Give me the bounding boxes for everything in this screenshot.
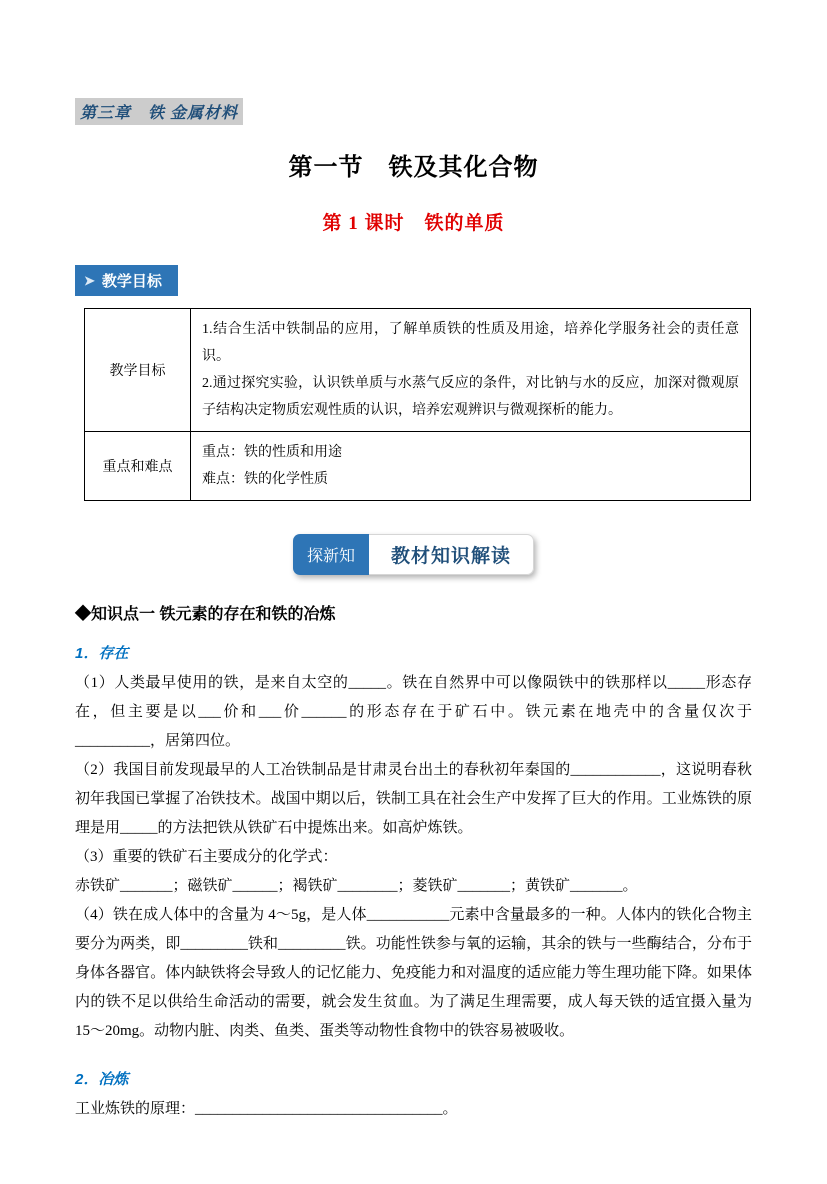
chapter-header — [75, 98, 243, 125]
row-label-key-points: 重点和难点 — [85, 432, 191, 501]
lesson-subtitle: 第 1 课时 铁的单质 — [322, 213, 505, 234]
paragraph-existence-2: （2）我国目前发现最早的人工冶铁制品是甘肃灵台出土的春秋初年秦国的____________，这说明春秋初年我国已掌握了冶铁技术。战国中期以后，铁制工具在社会生产中发挥了巨大的作用。工业炼铁的原理是用_____的方法把铁从铁矿石中提炼出来。如高炉炼铁。 — [75, 762, 752, 836]
row-content-key-points — [191, 432, 751, 501]
subheading-existence: 1．存在 — [75, 645, 129, 662]
smelting-principle-line: 工业炼铁的原理：_________________________________。 — [75, 1101, 458, 1117]
row-content-objectives — [191, 309, 751, 432]
table-row-key-points — [85, 432, 751, 501]
section-badge — [293, 534, 534, 575]
objectives-badge-label: 教学目标 — [101, 273, 162, 290]
paragraph-existence-1: （1）人类最早使用的铁，是来自太空的_____。铁在自然界中可以像陨铁中的铁那样以_____形态存在，但主要是以___价和___价______的形态存在于矿石中。铁元素在地壳中的含量仅次于 __________，居第四位。 — [75, 675, 752, 749]
knowledge-point-1-heading: ◆知识点一 铁元素的存在和铁的冶炼 — [75, 606, 336, 623]
row-label-objectives: 教学目标 — [85, 309, 191, 432]
objectives-table — [84, 308, 751, 501]
chapter-header-text: 第三章 铁 金属材料 — [80, 105, 239, 122]
page-title: 第一节 铁及其化合物 — [288, 154, 539, 181]
objective-line-1: 1.结合生活中铁制品的应用，了解单质铁的性质及用途，培养化学服务社会的责任意识。 — [202, 322, 739, 364]
textbook-interpretation-tag: 教材知识解读 — [369, 534, 534, 575]
subheading-smelting: 2．冶炼 — [75, 1071, 129, 1088]
section-badge-row — [75, 534, 752, 575]
paragraph-iron-in-body: （4）铁在成人体中的含量为 4～5g，是人体___________元素中含量最多的一种。人体内的铁化合物主要分为两类，即_________铁和_________铁。功能性铁参与氧的运输，其余的铁与一些酶结合，分布于身体各器官。体内缺铁将会导致人的记忆能力、免疫能力和对温度的适应能力等生理功能下降。如果体内的铁不足以供给生命活动的需要，就会发生贫血。为了满足生理需要，成人每天铁的适宜摄入量为 15～20mg。动物内脏、肉类、鱼类、蛋类等动物性食物中的铁容易被吸收。 — [75, 907, 752, 1039]
difficult-point-line: 难点：铁的化学性质 — [202, 472, 328, 487]
objective-line-2: 2.通过探究实验，认识铁单质与水蒸气反应的条件，对比钠与水的反应，加深对微观原子结构决定物质宏观性质的认识，培养宏观辨识与微观探析的能力。 — [202, 376, 739, 418]
chevron-icon: ➤ — [84, 273, 95, 288]
teaching-objectives-badge — [75, 265, 178, 296]
key-point-line: 重点：铁的性质和用途 — [202, 445, 342, 460]
explore-tag: 探新知 — [293, 534, 369, 575]
paragraph-ore-formulas-list: 赤铁矿_______；磁铁矿______；褐铁矿________；菱铁矿_______；黄铁矿_______。 — [75, 878, 638, 894]
paragraph-ore-formulas-intro: （3）重要的铁矿石主要成分的化学式： — [75, 849, 338, 865]
table-row-objectives — [85, 309, 751, 432]
